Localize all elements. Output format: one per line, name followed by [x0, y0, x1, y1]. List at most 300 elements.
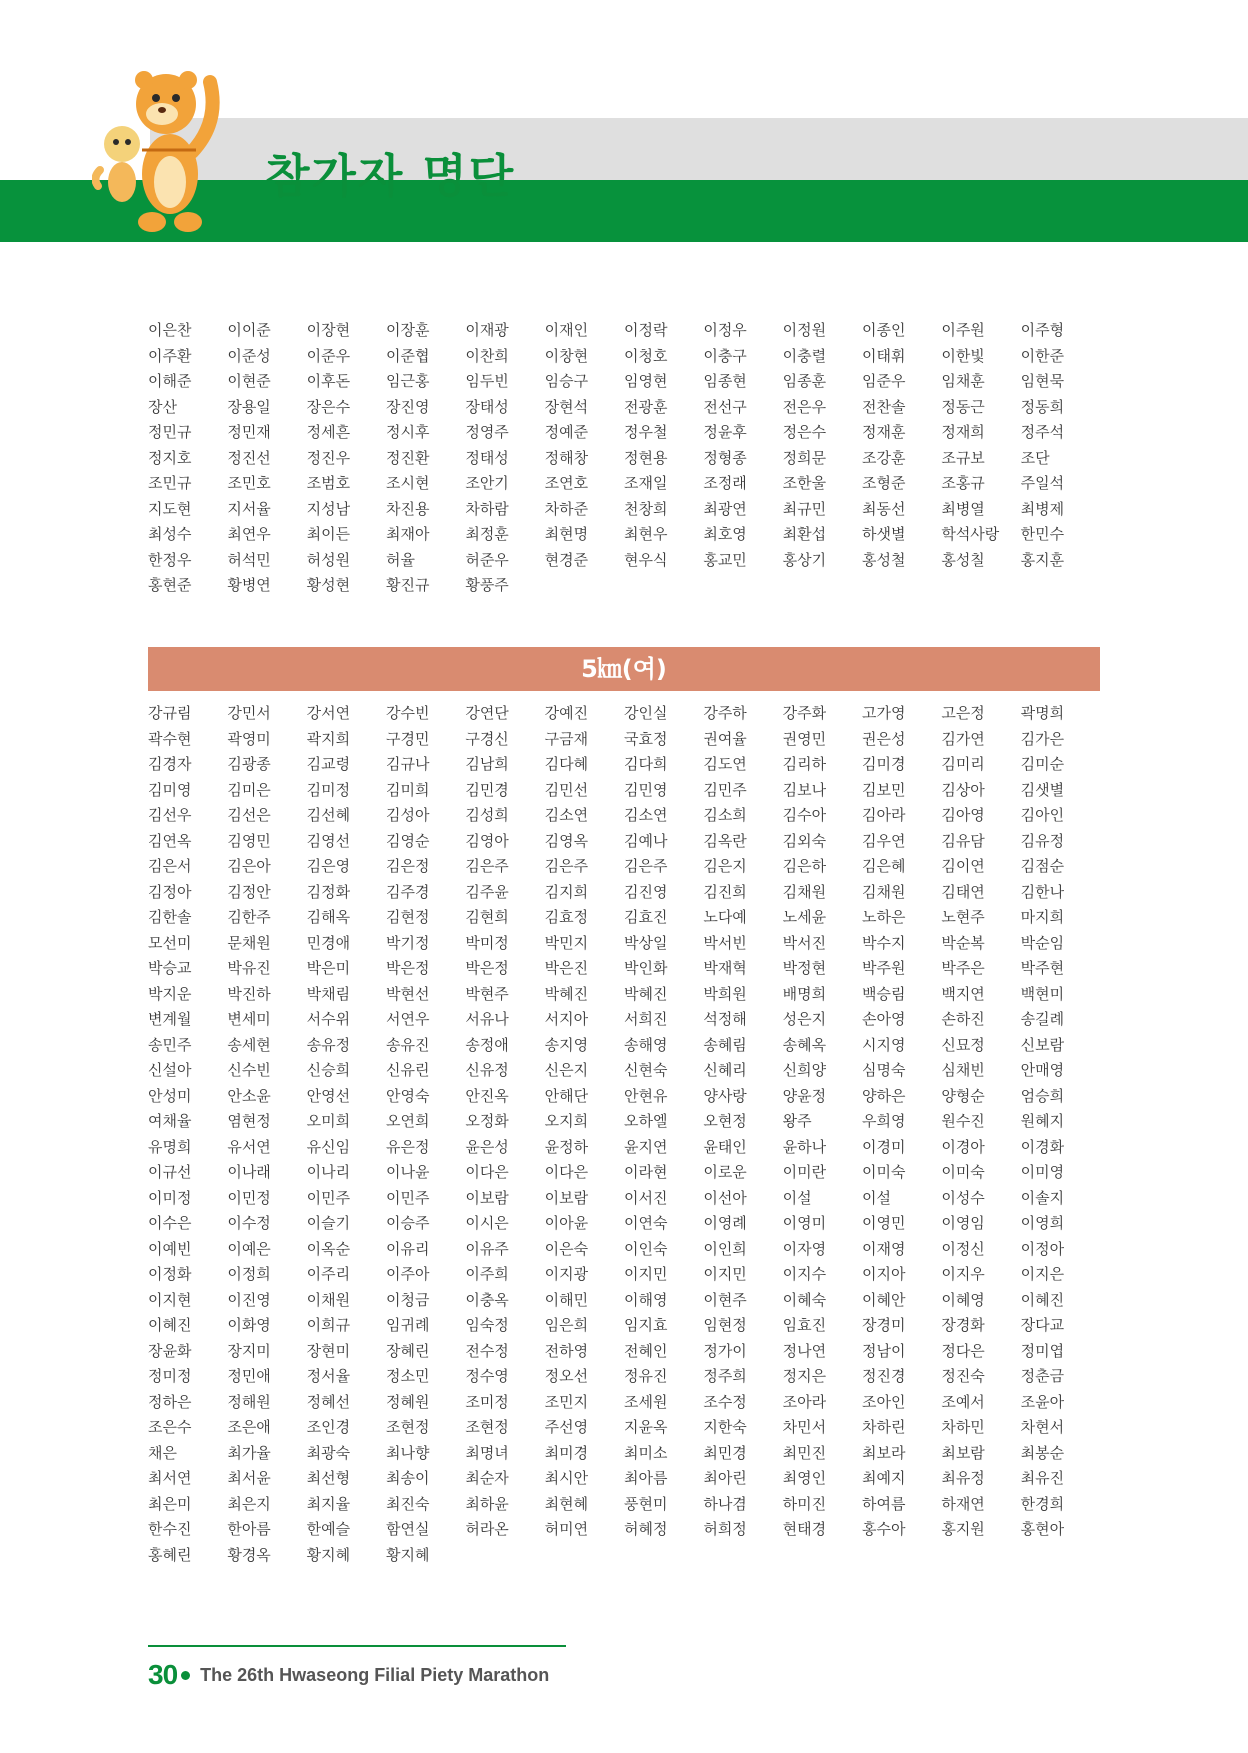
participant-name: 조한울: [782, 474, 827, 492]
participant-name: 심명숙: [862, 1061, 906, 1079]
participant-name: 정서율: [306, 1367, 351, 1385]
participant-name: 김민주: [703, 780, 747, 799]
participant-name: 최호영: [703, 525, 747, 543]
participant-name: 최가율: [227, 1443, 271, 1462]
participant-name: 송혜림: [703, 1035, 747, 1054]
participant-name: 박현주: [465, 984, 509, 1003]
participant-name: 이경아: [941, 1137, 985, 1156]
name-list-section-2: [148, 701, 1100, 1568]
participant-name: 이종인: [862, 321, 906, 339]
participant-name: 최미소: [624, 1443, 668, 1462]
participant-name: 이지은: [1020, 1265, 1065, 1283]
participant-name: 김은주: [544, 857, 589, 875]
participant-name: 최아름: [624, 1469, 668, 1487]
participant-name: 이재광: [465, 321, 509, 339]
participant-name: 정가이: [703, 1341, 747, 1360]
participant-name: 정재훈: [862, 423, 906, 441]
participant-name: 이혜진: [148, 1316, 192, 1334]
participant-name: 김아영: [941, 806, 985, 824]
participant-name: 전혜인: [624, 1341, 668, 1360]
participant-name: 신혜리: [703, 1061, 747, 1079]
participant-name: 최재아: [386, 525, 430, 543]
participant-name: 박정현: [782, 959, 827, 977]
participant-name: 김외숙: [782, 831, 827, 850]
participant-name: 정민애: [227, 1367, 271, 1385]
participant-name: 조예서: [941, 1392, 985, 1411]
participant-name: 양사랑: [703, 1086, 747, 1105]
name-list-section-1: [148, 318, 1100, 599]
participant-name: 함연실: [386, 1520, 430, 1538]
participant-name: 최선형: [306, 1469, 351, 1487]
participant-name: 지도현: [148, 499, 192, 518]
participant-name: 국효정: [624, 729, 668, 748]
participant-name: 이승주: [386, 1214, 430, 1232]
participant-name: 곽명희: [1020, 704, 1065, 722]
participant-name: 이지광: [544, 1265, 589, 1283]
participant-name: 현우식: [624, 550, 668, 569]
participant-name: 임종현: [703, 372, 747, 390]
participant-name: 신현숙: [624, 1061, 668, 1079]
participant-name: 이보람: [544, 1188, 589, 1207]
participant-name: 양하은: [862, 1086, 906, 1105]
participant-name: 박인화: [624, 959, 668, 977]
participant-name: 최하윤: [465, 1494, 509, 1513]
participant-name: 최정훈: [465, 525, 509, 543]
participant-name: 이슬기: [306, 1214, 351, 1232]
participant-name: 김점순: [1020, 857, 1065, 875]
participant-name: 이찬희: [465, 346, 509, 365]
participant-name: 하여름: [862, 1494, 906, 1513]
participant-name: 안진옥: [465, 1086, 509, 1105]
participant-name: 송길례: [1020, 1010, 1065, 1028]
participant-name: 임영현: [624, 372, 668, 390]
participant-name: 홍성칠: [941, 550, 985, 569]
participant-name: 조은애: [227, 1418, 271, 1436]
participant-name: 김정안: [227, 882, 271, 901]
participant-name: 손아영: [862, 1010, 906, 1028]
participant-name: 강수빈: [386, 704, 430, 722]
participant-name: 박진하: [227, 984, 271, 1003]
participant-name: 이태휘: [862, 346, 906, 365]
participant-name: 김은주: [465, 857, 509, 875]
participant-name: 이장현: [306, 321, 351, 339]
participant-name: 차현서: [1020, 1418, 1065, 1436]
participant-name: 정민재: [227, 423, 271, 441]
participant-name: 이유주: [465, 1239, 509, 1258]
participant-name: 손하진: [941, 1010, 985, 1028]
participant-name: 강인실: [624, 704, 668, 722]
participant-name: 이혜숙: [782, 1290, 827, 1309]
participant-name: 박순복: [941, 933, 985, 952]
participant-name: 안소윤: [227, 1086, 271, 1105]
participant-name: 이주원: [941, 321, 985, 339]
participant-name: 이선아: [703, 1188, 747, 1207]
participant-name: 조윤아: [1020, 1392, 1065, 1411]
footer-divider: [148, 1645, 566, 1647]
participant-name: 박혜진: [544, 984, 589, 1003]
participant-name: 최민경: [703, 1443, 747, 1462]
participant-name: 정진우: [306, 448, 351, 467]
participant-name: 임준우: [862, 372, 906, 390]
participant-name: 유명희: [148, 1137, 192, 1156]
participant-name: 허라온: [465, 1520, 509, 1538]
participant-name: 최현혜: [544, 1494, 589, 1513]
participant-name: 김미은: [227, 780, 271, 799]
participant-name: 이화영: [227, 1316, 271, 1334]
participant-name: 조범호: [306, 474, 351, 492]
participant-name: 김소희: [703, 806, 747, 824]
participant-name: 김민영: [624, 780, 668, 799]
participant-name: 김현희: [465, 908, 509, 926]
participant-name: 정은수: [782, 423, 827, 441]
participant-name: 현경준: [544, 550, 589, 569]
participant-name: 박은정: [386, 959, 430, 977]
participant-name: 권영민: [782, 729, 827, 748]
participant-name: 백현미: [1020, 984, 1065, 1003]
tiger-mascot-icon: [92, 62, 242, 242]
participant-name: 박기정: [386, 933, 430, 952]
participant-name: 조안기: [465, 474, 509, 492]
participant-name: 조민지: [544, 1392, 589, 1411]
participant-name: 김보나: [782, 780, 827, 799]
participant-name: 임지효: [624, 1316, 668, 1334]
participant-name: 전하영: [544, 1341, 589, 1360]
participant-name: 이라현: [624, 1163, 668, 1181]
participant-name: 이민주: [386, 1188, 430, 1207]
participant-name: 박상일: [624, 933, 668, 952]
participant-name: 조정래: [703, 474, 747, 492]
participant-name: 박재혁: [703, 959, 747, 977]
participant-name: 전찬솔: [862, 397, 906, 416]
participant-name: 이주리: [306, 1265, 351, 1283]
participant-name: 박순임: [1020, 933, 1065, 952]
participant-name: 강규림: [148, 704, 192, 722]
participant-name: 이지수: [782, 1265, 827, 1283]
participant-name: 황병연: [227, 576, 271, 594]
participant-name: 조은수: [148, 1418, 192, 1436]
participant-name: 김다희: [624, 755, 668, 773]
participant-name: 이해영: [624, 1290, 668, 1309]
participant-name: 홍상기: [782, 550, 827, 569]
participant-name: 김상아: [941, 780, 985, 799]
participant-name: 김지희: [544, 882, 589, 901]
participant-name: 박서진: [782, 933, 827, 952]
participant-name: 최광연: [703, 499, 747, 518]
participant-name: 최광숙: [306, 1443, 351, 1462]
participant-name: 조시현: [386, 474, 430, 492]
participant-name: 최아린: [703, 1469, 747, 1487]
participant-name: 이보람: [465, 1188, 509, 1207]
participant-name: 장태성: [465, 397, 509, 416]
participant-name: 이지우: [941, 1265, 985, 1283]
participant-name: 전광훈: [624, 397, 668, 416]
participant-name: 박민지: [544, 933, 589, 952]
participant-name: 김미순: [1020, 755, 1065, 773]
participant-name: 이혜진: [1020, 1290, 1065, 1309]
participant-name: 이채원: [306, 1290, 351, 1309]
participant-name: 정윤후: [703, 423, 747, 441]
participant-name: 조미정: [465, 1392, 509, 1411]
participant-name: 곽지희: [306, 729, 351, 748]
participant-name: 최봉순: [1020, 1443, 1065, 1462]
participant-name: 김가연: [941, 729, 985, 748]
participant-name: 김미희: [386, 780, 430, 799]
participant-name: 박혜진: [624, 984, 668, 1003]
participant-name: 구경신: [465, 729, 509, 748]
participant-name: 장현석: [544, 397, 589, 416]
participant-name: 홍혜린: [148, 1545, 192, 1564]
participant-name: 김진영: [624, 882, 668, 901]
participant-name: 신묘정: [941, 1035, 985, 1054]
participant-name: 오하엘: [624, 1112, 668, 1130]
participant-name: 송유진: [386, 1035, 430, 1054]
participant-name: 왕주: [782, 1112, 812, 1130]
participant-name: 김해옥: [306, 908, 351, 926]
participant-name: 마지희: [1020, 908, 1065, 926]
participant-name: 김광종: [227, 755, 271, 773]
participant-name: 강연단: [465, 704, 509, 722]
participant-name: 이나윤: [386, 1163, 430, 1181]
participant-name: 이주희: [465, 1265, 509, 1283]
participant-name: 최규민: [782, 499, 827, 518]
participant-name: 김교령: [306, 755, 351, 773]
participant-name: 강주화: [782, 704, 827, 722]
participant-name: 박주현: [1020, 959, 1065, 977]
participant-name: 김예나: [624, 831, 668, 850]
participant-name: 박승교: [148, 959, 192, 977]
participant-name: 이성수: [941, 1188, 985, 1207]
participant-name: 고은정: [941, 704, 985, 722]
participant-name: 박은미: [306, 959, 351, 977]
participant-name: 김은혜: [862, 857, 906, 875]
participant-name: 이재영: [862, 1239, 906, 1258]
participant-name: 조현정: [465, 1418, 509, 1436]
participant-name: 한예슬: [306, 1520, 351, 1538]
participant-name: 황진규: [386, 576, 430, 594]
participant-name: 이정화: [148, 1265, 192, 1283]
page-number: 30: [148, 1659, 178, 1690]
participant-name: 이유리: [386, 1239, 430, 1258]
participant-name: 이예빈: [148, 1239, 192, 1258]
participant-name: 이민정: [227, 1188, 271, 1207]
participant-name: 허미연: [544, 1520, 589, 1538]
participant-name: 이정희: [227, 1265, 271, 1283]
participant-name: 장은수: [306, 397, 351, 416]
participant-name: 원혜지: [1020, 1112, 1065, 1130]
participant-name: 최명녀: [465, 1443, 509, 1462]
participant-name: 장산: [148, 397, 177, 416]
participant-name: 전수정: [465, 1341, 509, 1360]
participant-name: 이혜안: [862, 1290, 906, 1309]
participant-name: 김선혜: [306, 806, 351, 824]
participant-name: 고가영: [862, 704, 906, 722]
participant-name: 김아인: [1020, 806, 1065, 824]
participant-name: 지윤옥: [624, 1418, 668, 1436]
participant-name: 이준우: [306, 346, 351, 365]
participant-name: 이혜영: [941, 1290, 985, 1309]
participant-name: 임숙정: [465, 1316, 509, 1334]
participant-name: 이미정: [148, 1188, 192, 1207]
participant-name: 김우연: [862, 831, 906, 850]
participant-name: 이연숙: [624, 1214, 668, 1232]
participant-name: 차진용: [386, 499, 430, 518]
participant-name: 정동희: [1020, 397, 1065, 416]
participant-name: 박서빈: [703, 933, 747, 952]
participant-name: 지서율: [227, 499, 271, 518]
participant-name: 장경화: [941, 1316, 985, 1334]
footer: [148, 1656, 549, 1694]
participant-name: 김효진: [624, 908, 668, 926]
participant-name: 송지영: [544, 1035, 589, 1054]
participant-name: 이현준: [227, 372, 271, 390]
participant-name: 하미진: [782, 1494, 827, 1513]
participant-name: 정혜원: [386, 1392, 430, 1411]
participant-name: 최미경: [544, 1443, 589, 1462]
participant-name: 정유진: [624, 1367, 668, 1385]
participant-name: 서수위: [306, 1010, 351, 1028]
participant-name: 유은정: [386, 1137, 430, 1156]
participant-name: 염현정: [227, 1112, 271, 1130]
participant-name: 정재희: [941, 423, 985, 441]
participant-name: 지한숙: [703, 1418, 747, 1436]
participant-name: 윤태인: [703, 1137, 747, 1156]
participant-name: 서지아: [544, 1010, 589, 1028]
participant-name: 박미정: [465, 933, 509, 952]
participant-name: 김태연: [941, 882, 985, 901]
participant-name: 조강훈: [862, 448, 906, 467]
participant-name: 풍현미: [624, 1494, 668, 1513]
participant-name: 서희진: [624, 1010, 668, 1028]
participant-name: 임현정: [703, 1316, 747, 1334]
participant-name: 박현선: [386, 984, 430, 1003]
participant-name: 홍성철: [862, 550, 906, 569]
participant-name: 홍지원: [941, 1520, 985, 1538]
participant-name: 모선미: [148, 933, 192, 952]
participant-name: 정태성: [465, 448, 509, 467]
participant-name: 백지연: [941, 984, 985, 1003]
participant-name: 곽수현: [148, 729, 192, 748]
participant-name: 최성수: [148, 525, 192, 543]
participant-name: 조인경: [306, 1418, 351, 1436]
participant-name: 이청호: [624, 346, 668, 365]
participant-name: 강주하: [703, 704, 747, 722]
participant-name: 장현미: [306, 1341, 351, 1360]
participant-name: 이나리: [306, 1163, 351, 1181]
participant-name: 이다은: [544, 1163, 589, 1181]
participant-name: 이충렬: [782, 346, 827, 365]
participant-name: 정소민: [386, 1367, 430, 1385]
participant-name: 이설: [782, 1188, 812, 1207]
participant-name: 임은희: [544, 1316, 589, 1334]
participant-name: 송유정: [306, 1035, 351, 1054]
participant-name: 최환섭: [782, 525, 827, 543]
participant-name: 유신임: [306, 1137, 351, 1156]
participant-name: 최연우: [227, 525, 271, 543]
participant-name: 이영임: [941, 1214, 985, 1232]
participant-name: 이진영: [227, 1290, 271, 1309]
participant-name: 이미숙: [862, 1163, 906, 1181]
participant-name: 백승림: [862, 984, 906, 1003]
participant-name: 이영미: [782, 1214, 827, 1232]
participant-name: 최시안: [544, 1469, 589, 1487]
participant-name: 장진영: [386, 397, 430, 416]
participant-name: 황풍주: [465, 576, 509, 594]
participant-name: 양형순: [941, 1086, 985, 1105]
participant-name: 김옥란: [703, 831, 747, 850]
participant-name: 최유정: [941, 1469, 985, 1487]
participant-name: 양윤정: [782, 1086, 827, 1105]
participant-name: 이미영: [1020, 1163, 1065, 1181]
participant-name: 임귀례: [386, 1316, 430, 1334]
participant-name: 장지미: [227, 1341, 271, 1360]
participant-name: 민경애: [306, 933, 351, 952]
participant-name: 허준우: [465, 550, 509, 569]
participant-name: 문채원: [227, 933, 271, 952]
participant-name: 여채율: [148, 1112, 192, 1130]
participant-name: 권여율: [703, 729, 747, 748]
participant-name: 송세현: [227, 1035, 271, 1054]
participant-name: 정주석: [1020, 423, 1065, 441]
participant-name: 심채빈: [941, 1061, 985, 1079]
participant-name: 노하은: [862, 908, 906, 926]
participant-name: 정진환: [386, 448, 430, 467]
participant-name: 정희문: [782, 448, 827, 467]
participant-name: 이정락: [624, 321, 668, 339]
participant-name: 송정애: [465, 1035, 509, 1054]
participant-name: 하재연: [941, 1494, 985, 1513]
participant-name: 정수영: [465, 1367, 509, 1385]
participant-name: 김진희: [703, 882, 747, 901]
participant-name: 정지은: [782, 1367, 827, 1385]
participant-name: 안성미: [148, 1086, 192, 1105]
participant-name: 성은지: [782, 1010, 827, 1028]
participant-name: 최현우: [624, 525, 668, 543]
participant-name: 한정우: [148, 550, 192, 569]
participant-name: 이경화: [1020, 1137, 1065, 1156]
participant-name: 최나향: [386, 1443, 430, 1462]
participant-name: 신유린: [386, 1061, 430, 1079]
participant-name: 정세흔: [306, 423, 351, 441]
participant-name: 김리하: [782, 755, 827, 773]
participant-name: 임근홍: [386, 372, 430, 390]
participant-name: 임채훈: [941, 372, 985, 390]
participant-name: 최보람: [941, 1443, 985, 1462]
participant-name: 신희양: [782, 1061, 827, 1079]
participant-name: 조재일: [624, 474, 668, 492]
participant-name: 박지운: [148, 984, 192, 1003]
participant-name: 정현용: [624, 448, 668, 467]
participant-name: 정오선: [544, 1367, 589, 1385]
participant-name: 최진숙: [386, 1494, 430, 1513]
participant-name: 오연희: [386, 1112, 430, 1130]
participant-name: 임효진: [782, 1316, 827, 1334]
participant-name: 최병열: [941, 499, 985, 518]
participant-name: 김성희: [465, 806, 509, 824]
participant-name: 장경미: [862, 1316, 906, 1334]
participant-name: 이경미: [862, 1137, 906, 1156]
participant-name: 최유진: [1020, 1469, 1065, 1487]
participant-name: 서연우: [386, 1010, 430, 1028]
participant-name: 이규선: [148, 1163, 192, 1181]
participant-name: 배명희: [782, 984, 827, 1003]
participant-name: 강예진: [544, 704, 589, 722]
participant-name: 이주형: [1020, 321, 1065, 339]
participant-name: 최은지: [227, 1494, 271, 1513]
participant-name: 윤정하: [544, 1137, 589, 1156]
participant-name: 김유정: [1020, 831, 1065, 850]
participant-name: 김수아: [782, 806, 827, 824]
participant-name: 김한솔: [148, 908, 192, 926]
